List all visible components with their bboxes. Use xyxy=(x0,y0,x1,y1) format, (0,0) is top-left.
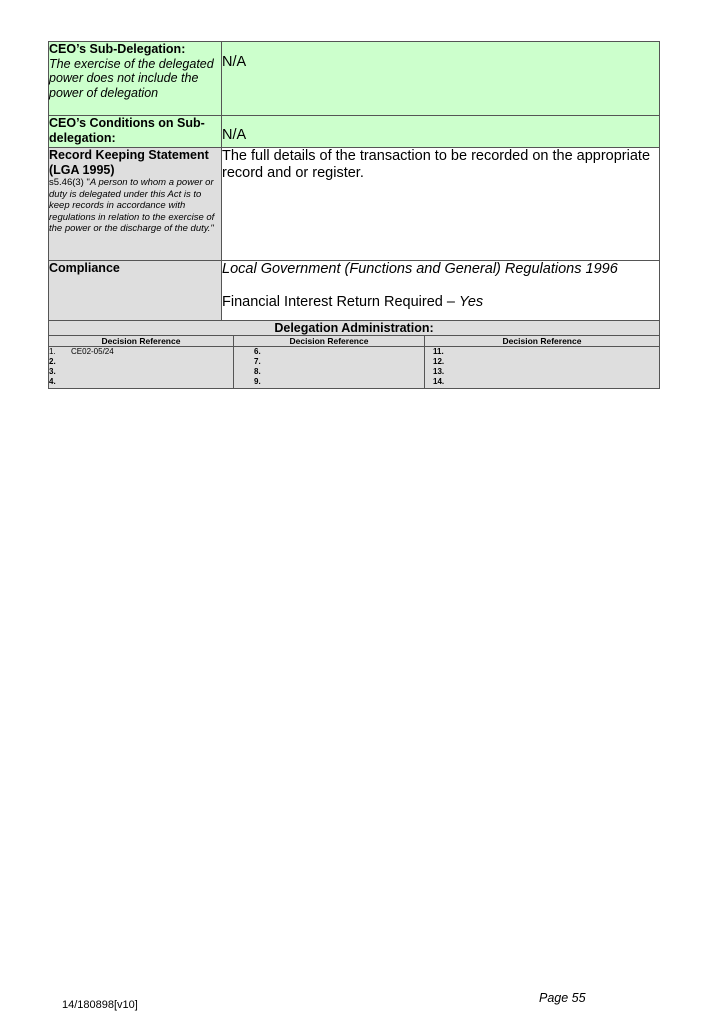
decision-item xyxy=(433,377,659,387)
decision-item xyxy=(254,347,424,357)
decision-number: 8. xyxy=(254,367,261,376)
decision-number: 12. xyxy=(433,357,445,366)
decision-reference: CE02-05/24 xyxy=(71,347,114,356)
decision-item xyxy=(433,347,659,357)
decision-item xyxy=(254,367,424,377)
decision-item xyxy=(49,347,233,357)
decision-number: 14. xyxy=(433,377,445,386)
record-keeping-value-cell xyxy=(222,148,660,261)
administration-title-cell xyxy=(49,321,660,336)
sub-delegation-value: N/A xyxy=(222,54,247,70)
decision-item xyxy=(49,367,233,377)
conditions-value-cell xyxy=(222,116,660,148)
conditions-value: N/A xyxy=(222,127,247,143)
decision-header-2: Decision Reference xyxy=(234,336,425,347)
compliance-regulation: Local Government (Functions and General) Regulations 1996 xyxy=(222,261,618,277)
decision-item xyxy=(49,357,233,367)
decision-number: 3. xyxy=(49,367,56,376)
compliance-label: Compliance xyxy=(49,261,120,275)
record-keeping-statute-prefix: s5.46(3) " xyxy=(49,177,90,188)
decision-number: 1. xyxy=(49,347,56,356)
decision-item xyxy=(433,357,659,367)
decision-number: 7. xyxy=(254,357,261,366)
financial-interest-answer: Yes xyxy=(458,294,484,310)
record-keeping-label-cell xyxy=(49,148,222,261)
record-keeping-statute-text: A person to whom a power or duty is delegated under this Act is to keep records in accordance with regulations in relation to the exercise of the power or the discharge of the duty." xyxy=(49,177,215,234)
document-reference: 14/180898[v10] xyxy=(62,999,138,1011)
compliance-row xyxy=(49,261,660,321)
decision-item xyxy=(433,367,659,377)
page-number: Page 55 xyxy=(539,991,586,1005)
delegation-table xyxy=(48,41,660,389)
compliance-label-cell xyxy=(49,261,222,321)
administration-title-row xyxy=(49,321,660,336)
sub-delegation-label-cell xyxy=(49,42,222,116)
conditions-label-cell xyxy=(49,116,222,148)
decision-header-row xyxy=(49,336,660,347)
sub-delegation-row xyxy=(49,42,660,116)
conditions-row xyxy=(49,116,660,148)
administration-title: Delegation Administration: xyxy=(274,321,434,335)
decision-number: 11. xyxy=(433,347,444,356)
decision-item xyxy=(254,377,424,387)
decision-number: 6. xyxy=(254,347,261,356)
sub-delegation-note: The exercise of the delegated power does not include the power of delegation xyxy=(49,56,214,100)
sub-delegation-label: CEO’s Sub-Delegation: xyxy=(49,42,186,56)
decision-number: 2. xyxy=(49,357,56,366)
record-keeping-row xyxy=(49,148,660,261)
decision-number: 4. xyxy=(49,377,56,386)
decision-number: 9. xyxy=(254,377,261,386)
decision-header-3: Decision Reference xyxy=(425,336,660,347)
decision-item xyxy=(49,377,233,387)
decision-list-row xyxy=(49,347,660,389)
decision-item xyxy=(254,357,424,367)
decision-list-2 xyxy=(234,347,425,389)
record-keeping-value: The full details of the transaction to be recorded on the appropriate record and or register. xyxy=(222,148,651,181)
decision-number: 13. xyxy=(433,367,445,376)
conditions-label: CEO’s Conditions on Sub-delegation: xyxy=(49,116,205,145)
decision-list-3 xyxy=(425,347,660,389)
record-keeping-label: Record Keeping Statement (LGA 1995) xyxy=(49,148,209,177)
sub-delegation-value-cell xyxy=(222,42,660,116)
financial-interest-text: Financial Interest Return Required – xyxy=(222,294,459,310)
decision-header-1: Decision Reference xyxy=(49,336,234,347)
decision-list-1 xyxy=(49,347,234,389)
record-keeping-statute xyxy=(49,177,221,235)
compliance-value-cell xyxy=(222,261,660,321)
